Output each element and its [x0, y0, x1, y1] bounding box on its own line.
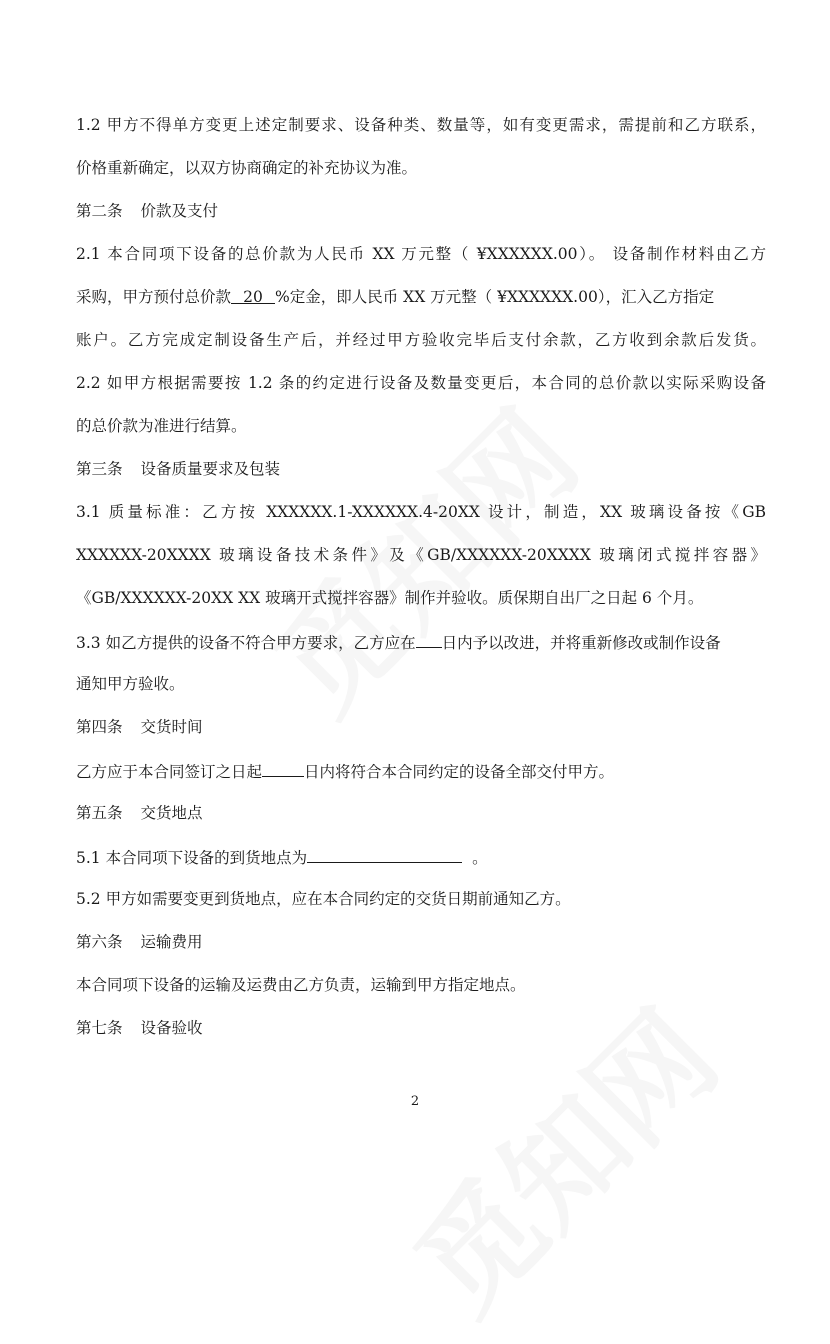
article-number: 第三条	[76, 460, 123, 478]
paragraph-line: 3.1 质量标准：乙方按 XXXXXX.1-XXXXXX.4-20XX 设计，制造，XX 玻璃设备按《GB	[76, 503, 766, 521]
article-title: 设备验收	[140, 1019, 203, 1037]
paragraph-line	[76, 286, 766, 308]
paragraph-line: 价格重新确定，以双方协商确定的补充协议为准。	[76, 159, 418, 177]
text-segment: 5.1 本合同项下设备的到货地点为	[76, 849, 308, 867]
paragraph-line: 5.2 甲方如需要变更到货地点，应在本合同约定的交货日期前通知乙方。	[76, 890, 571, 908]
text-segment: 采购，甲方预付总价款	[76, 288, 232, 306]
article-number: 第四条	[76, 718, 123, 736]
fill-blank: 20	[231, 286, 275, 304]
paragraph-line: 2.1 本合同项下设备的总价款为人民币 XX 万元整（ ¥XXXXXX.00）。 设备制作材料由乙方	[76, 245, 766, 263]
text-segment: 乙方应于本合同签订之日起	[76, 763, 263, 781]
section-heading	[76, 1017, 766, 1039]
section-heading	[76, 716, 766, 738]
paragraph-line	[76, 630, 766, 654]
article-number: 第七条	[76, 1019, 123, 1037]
article-title: 交货地点	[140, 804, 203, 822]
article-number: 第六条	[76, 933, 123, 951]
section-heading	[76, 802, 766, 824]
paragraph-line: 1.2 甲方不得单方变更上述定制要求、设备种类、数量等，如有变更需求，需提前和乙方联系，	[76, 116, 766, 134]
fill-blank	[416, 630, 442, 648]
text-segment: 3.3 如乙方提供的设备不符合甲方要求，乙方应在	[76, 634, 416, 652]
paragraph-line: 2.2 如甲方根据需要按 1.2 条的约定进行设备及数量变更后，本合同的总价款以实际采购设备	[76, 374, 766, 392]
section-heading	[76, 458, 766, 480]
text-segment: 日内予以改进，并将重新修改或制作设备	[441, 634, 721, 652]
paragraph-line	[76, 845, 766, 869]
article-number: 第五条	[76, 804, 123, 822]
page-number: 2	[410, 1094, 420, 1109]
section-heading	[76, 931, 766, 953]
paragraph-line: 《GB/XXXXXX-20XX XX 玻璃开式搅拌容器》制作并验收。质保期自出厂之日起 6 个月。	[76, 589, 704, 607]
article-title: 运输费用	[140, 933, 203, 951]
fill-blank	[262, 759, 304, 777]
article-title: 价款及支付	[140, 202, 219, 220]
article-title: 设备质量要求及包装	[140, 460, 281, 478]
paragraph-line: 的总价款为准进行结算。	[76, 417, 247, 435]
fill-blank	[307, 845, 462, 863]
paragraph-line	[76, 759, 766, 783]
text-segment: %定金，即人民币 XX 万元整（ ¥XXXXXX.00），汇入乙方指定	[275, 288, 715, 306]
article-number: 第二条	[76, 202, 123, 220]
section-heading	[76, 200, 766, 222]
text-segment: 。	[472, 849, 488, 867]
article-title: 交货时间	[140, 718, 203, 736]
text-segment: 日内将符合本合同约定的设备全部交付甲方。	[304, 763, 615, 781]
paragraph-line: 通知甲方验收。	[76, 675, 185, 693]
paragraph-line: XXXXXX-20XXXX 玻璃设备技术条件》及《GB/XXXXXX-20XXXX 玻璃闭式搅拌容器》	[76, 546, 766, 564]
paragraph-line: 账户。乙方完成定制设备生产后，并经过甲方验收完毕后支付余款，乙方收到余款后发货。	[76, 331, 766, 349]
paragraph-line: 本合同项下设备的运输及运费由乙方负责，运输到甲方指定地点。	[76, 976, 526, 994]
